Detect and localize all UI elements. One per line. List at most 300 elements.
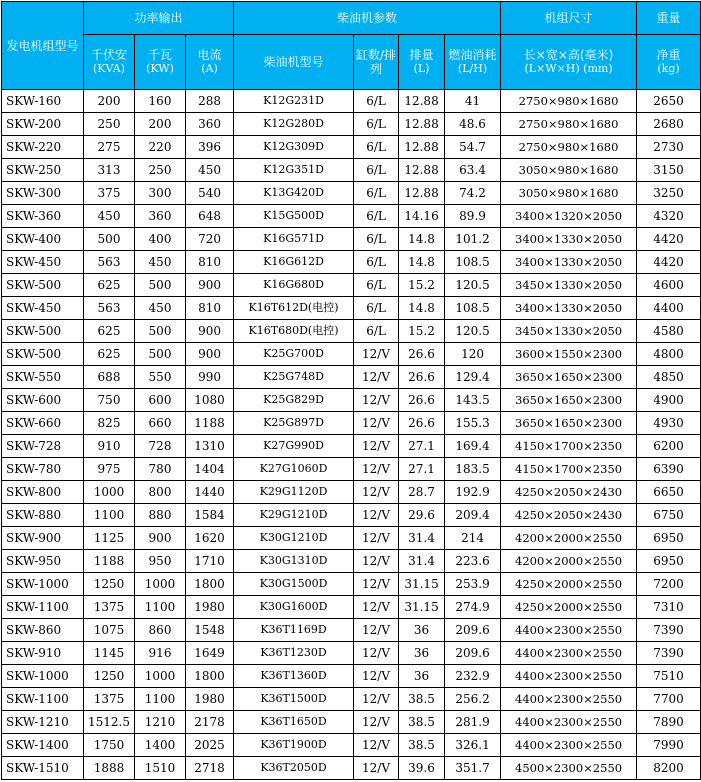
net-weight-cell: 2730 [637,136,701,159]
table-row [2,251,701,274]
fuel-cell: 209.6 [445,619,501,642]
dimensions-cell: 4250×2000×2550 [501,596,637,619]
cylinders-cell: 6/L [354,90,399,113]
engine-model-cell: K25G897D [234,412,354,435]
kva-cell: 688 [84,366,135,389]
model-cell: SKW-360 [2,205,84,228]
kva-cell: 1000 [84,481,135,504]
engine-model-cell: K16G612D [234,251,354,274]
current-cell: 900 [186,343,234,366]
current-cell: 1080 [186,389,234,412]
net-weight-cell: 6390 [637,458,701,481]
net-weight-cell: 4420 [637,228,701,251]
model-cell: SKW-550 [2,366,84,389]
model-cell: SKW-780 [2,458,84,481]
model-cell: SKW-300 [2,182,84,205]
kw-cell: 1000 [135,573,186,596]
kw-cell: 200 [135,113,186,136]
table-row [2,458,701,481]
engine-model-cell: K25G829D [234,389,354,412]
kw-cell: 728 [135,435,186,458]
current-cell: 1800 [186,573,234,596]
fuel-cell: 74.2 [445,182,501,205]
net-weight-cell: 7390 [637,642,701,665]
table-row [2,757,701,780]
dimensions-cell: 3650×1650×2300 [501,366,637,389]
net-weight-cell: 7200 [637,573,701,596]
current-cell: 2178 [186,711,234,734]
table-row [2,274,701,297]
dimensions-cell: 4500×2300×2550 [501,757,637,780]
net-weight-cell: 7510 [637,665,701,688]
kva-cell: 1250 [84,665,135,688]
fuel-cell: 155.3 [445,412,501,435]
cylinders-cell: 6/L [354,228,399,251]
engine-model-cell: K16T680D(电控) [234,320,354,343]
model-cell: SKW-1100 [2,596,84,619]
dimensions-cell: 3450×1330×2050 [501,274,637,297]
cylinders-cell: 6/L [354,159,399,182]
cylinders-cell: 12/V [354,389,399,412]
header-kw: 千瓦 (KW) [135,35,186,90]
kva-cell: 313 [84,159,135,182]
kw-cell: 1210 [135,711,186,734]
cylinders-cell: 12/V [354,596,399,619]
table-body [2,90,701,780]
net-weight-cell: 6750 [637,504,701,527]
table-row [2,435,701,458]
current-cell: 648 [186,205,234,228]
engine-model-cell: K16T612D(电控) [234,297,354,320]
kva-cell: 1188 [84,550,135,573]
table-row [2,573,701,596]
model-cell: SKW-1210 [2,711,84,734]
dimensions-cell: 2750×980×1680 [501,90,637,113]
displacement-cell: 12.88 [399,182,445,205]
cylinders-cell: 12/V [354,527,399,550]
kw-cell: 800 [135,481,186,504]
kw-cell: 220 [135,136,186,159]
current-cell: 1710 [186,550,234,573]
fuel-cell: 63.4 [445,159,501,182]
fuel-cell: 209.4 [445,504,501,527]
dimensions-cell: 4400×2300×2550 [501,688,637,711]
table-row [2,320,701,343]
engine-model-cell: K27G1060D [234,458,354,481]
net-weight-cell: 3250 [637,182,701,205]
fuel-cell: 108.5 [445,297,501,320]
net-weight-cell: 4420 [637,251,701,274]
engine-model-cell: K36T1500D [234,688,354,711]
kw-cell: 1400 [135,734,186,757]
cylinders-cell: 12/V [354,343,399,366]
fuel-cell: 41 [445,90,501,113]
current-cell: 900 [186,274,234,297]
current-cell: 540 [186,182,234,205]
fuel-cell: 232.9 [445,665,501,688]
kva-cell: 1512.5 [84,711,135,734]
dimensions-cell: 3600×1550×2300 [501,343,637,366]
dimensions-cell: 2750×980×1680 [501,113,637,136]
cylinders-cell: 6/L [354,182,399,205]
cylinders-cell: 12/V [354,642,399,665]
current-cell: 1310 [186,435,234,458]
displacement-cell: 36 [399,665,445,688]
cylinders-cell: 6/L [354,251,399,274]
displacement-cell: 27.1 [399,458,445,481]
net-weight-cell: 2680 [637,113,701,136]
table-row [2,90,701,113]
kw-cell: 360 [135,205,186,228]
header-engine-model: 柴油机型号 [234,35,354,90]
fuel-cell: 120.5 [445,320,501,343]
engine-model-cell: K30G1210D [234,527,354,550]
model-cell: SKW-450 [2,297,84,320]
net-weight-cell: 8200 [637,757,701,780]
model-cell: SKW-400 [2,228,84,251]
net-weight-cell: 6650 [637,481,701,504]
current-cell: 1188 [186,412,234,435]
table-row [2,711,701,734]
current-cell: 1980 [186,596,234,619]
table-row [2,113,701,136]
displacement-cell: 26.6 [399,412,445,435]
model-cell: SKW-900 [2,527,84,550]
current-cell: 396 [186,136,234,159]
header-model: 发电机组型号 [2,2,84,90]
net-weight-cell: 7990 [637,734,701,757]
fuel-cell: 101.2 [445,228,501,251]
net-weight-cell: 4580 [637,320,701,343]
model-cell: SKW-660 [2,412,84,435]
header-net-weight: 净重 (kg) [637,35,701,90]
kw-cell: 1000 [135,665,186,688]
model-cell: SKW-500 [2,343,84,366]
dimensions-cell: 3650×1650×2300 [501,389,637,412]
dimensions-cell: 2750×980×1680 [501,136,637,159]
kw-cell: 880 [135,504,186,527]
table-row [2,688,701,711]
header-engine-params: 柴油机参数 [234,2,501,35]
cylinders-cell: 12/V [354,550,399,573]
table-row [2,619,701,642]
current-cell: 1620 [186,527,234,550]
kva-cell: 975 [84,458,135,481]
current-cell: 360 [186,113,234,136]
net-weight-cell: 3150 [637,159,701,182]
engine-model-cell: K36T1360D [234,665,354,688]
cylinders-cell: 12/V [354,734,399,757]
net-weight-cell: 7310 [637,596,701,619]
cylinders-cell: 12/V [354,412,399,435]
displacement-cell: 36 [399,619,445,642]
current-cell: 1649 [186,642,234,665]
displacement-cell: 38.5 [399,688,445,711]
dimensions-cell: 3450×1330×2050 [501,320,637,343]
engine-model-cell: K29G1120D [234,481,354,504]
kw-cell: 500 [135,343,186,366]
engine-model-cell: K12G280D [234,113,354,136]
table-row [2,734,701,757]
net-weight-cell: 4320 [637,205,701,228]
kva-cell: 1375 [84,688,135,711]
kva-cell: 500 [84,228,135,251]
kw-cell: 550 [135,366,186,389]
net-weight-cell: 4800 [637,343,701,366]
fuel-cell: 281.9 [445,711,501,734]
current-cell: 810 [186,297,234,320]
engine-model-cell: K12G231D [234,90,354,113]
fuel-cell: 351.7 [445,757,501,780]
model-cell: SKW-1100 [2,688,84,711]
table-row [2,642,701,665]
header-current: 电流 (A) [186,35,234,90]
dimensions-cell: 4250×2050×2430 [501,481,637,504]
displacement-cell: 14.8 [399,251,445,274]
table-header [2,2,701,90]
kva-cell: 1100 [84,504,135,527]
table-row [2,665,701,688]
kva-cell: 825 [84,412,135,435]
displacement-cell: 36 [399,642,445,665]
cylinders-cell: 6/L [354,136,399,159]
displacement-cell: 14.8 [399,297,445,320]
net-weight-cell: 6950 [637,550,701,573]
kw-cell: 780 [135,458,186,481]
fuel-cell: 192.9 [445,481,501,504]
fuel-cell: 48.6 [445,113,501,136]
kva-cell: 1075 [84,619,135,642]
header-kva: 千伏安 (KVA) [84,35,135,90]
kva-cell: 1145 [84,642,135,665]
current-cell: 1584 [186,504,234,527]
net-weight-cell: 7890 [637,711,701,734]
dimensions-cell: 4200×2000×2550 [501,527,637,550]
kw-cell: 916 [135,642,186,665]
fuel-cell: 129.4 [445,366,501,389]
header-fuel-consumption: 燃油消耗 (L/H) [445,35,501,90]
displacement-cell: 31.4 [399,527,445,550]
table-row [2,297,701,320]
current-cell: 990 [186,366,234,389]
kw-cell: 900 [135,527,186,550]
displacement-cell: 15.2 [399,274,445,297]
model-cell: SKW-500 [2,274,84,297]
kw-cell: 660 [135,412,186,435]
generator-spec-table [1,1,701,780]
displacement-cell: 15.2 [399,320,445,343]
table-row [2,228,701,251]
dimensions-cell: 4400×2300×2550 [501,642,637,665]
fuel-cell: 326.1 [445,734,501,757]
table-row [2,550,701,573]
displacement-cell: 14.8 [399,228,445,251]
cylinders-cell: 12/V [354,366,399,389]
header-cylinders: 缸数/排列 [354,35,399,90]
model-cell: SKW-880 [2,504,84,527]
header-power-output: 功率输出 [84,2,234,35]
model-cell: SKW-1000 [2,665,84,688]
kw-cell: 250 [135,159,186,182]
kw-cell: 600 [135,389,186,412]
displacement-cell: 14.16 [399,205,445,228]
current-cell: 1404 [186,458,234,481]
kw-cell: 450 [135,251,186,274]
kva-cell: 625 [84,274,135,297]
dimensions-cell: 3050×980×1680 [501,182,637,205]
net-weight-cell: 6950 [637,527,701,550]
kva-cell: 1888 [84,757,135,780]
model-cell: SKW-800 [2,481,84,504]
dimensions-cell: 4400×2300×2550 [501,619,637,642]
dimensions-cell: 3400×1330×2050 [501,251,637,274]
kw-cell: 160 [135,90,186,113]
current-cell: 2718 [186,757,234,780]
kw-cell: 1510 [135,757,186,780]
dimensions-cell: 3400×1330×2050 [501,297,637,320]
kva-cell: 200 [84,90,135,113]
cylinders-cell: 12/V [354,458,399,481]
dimensions-cell: 4400×2300×2550 [501,711,637,734]
kva-cell: 563 [84,297,135,320]
displacement-cell: 12.88 [399,136,445,159]
displacement-cell: 38.5 [399,711,445,734]
fuel-cell: 223.6 [445,550,501,573]
displacement-cell: 31.4 [399,550,445,573]
kw-cell: 1100 [135,596,186,619]
current-cell: 720 [186,228,234,251]
model-cell: SKW-1510 [2,757,84,780]
net-weight-cell: 4850 [637,366,701,389]
displacement-cell: 12.88 [399,90,445,113]
engine-model-cell: K36T1900D [234,734,354,757]
cylinders-cell: 12/V [354,711,399,734]
dimensions-cell: 4200×2000×2550 [501,550,637,573]
engine-model-cell: K13G420D [234,182,354,205]
net-weight-cell: 4930 [637,412,701,435]
header-dimensions: 长×宽×高(毫米) (L×W×H) (mm) [501,35,637,90]
current-cell: 1548 [186,619,234,642]
displacement-cell: 26.6 [399,366,445,389]
table-row [2,182,701,205]
model-cell: SKW-600 [2,389,84,412]
kva-cell: 275 [84,136,135,159]
engine-model-cell: K15G500D [234,205,354,228]
kva-cell: 1750 [84,734,135,757]
current-cell: 450 [186,159,234,182]
dimensions-cell: 4400×2300×2550 [501,665,637,688]
fuel-cell: 120 [445,343,501,366]
kva-cell: 1125 [84,527,135,550]
cylinders-cell: 6/L [354,320,399,343]
fuel-cell: 214 [445,527,501,550]
kw-cell: 860 [135,619,186,642]
dimensions-cell: 3050×980×1680 [501,159,637,182]
current-cell: 810 [186,251,234,274]
engine-model-cell: K25G700D [234,343,354,366]
kw-cell: 500 [135,320,186,343]
net-weight-cell: 7390 [637,619,701,642]
dimensions-cell: 3650×1650×2300 [501,412,637,435]
dimensions-cell: 4250×2050×2430 [501,504,637,527]
cylinders-cell: 6/L [354,297,399,320]
engine-model-cell: K30G1600D [234,596,354,619]
table-row [2,527,701,550]
kva-cell: 563 [84,251,135,274]
model-cell: SKW-1400 [2,734,84,757]
engine-model-cell: K36T1169D [234,619,354,642]
model-cell: SKW-950 [2,550,84,573]
displacement-cell: 29.6 [399,504,445,527]
fuel-cell: 143.5 [445,389,501,412]
table-row [2,481,701,504]
kva-cell: 625 [84,320,135,343]
net-weight-cell: 6200 [637,435,701,458]
kva-cell: 450 [84,205,135,228]
fuel-cell: 89.9 [445,205,501,228]
current-cell: 288 [186,90,234,113]
cylinders-cell: 12/V [354,757,399,780]
model-cell: SKW-860 [2,619,84,642]
table-row [2,343,701,366]
displacement-cell: 31.15 [399,573,445,596]
table-row [2,412,701,435]
model-cell: SKW-450 [2,251,84,274]
engine-model-cell: K25G748D [234,366,354,389]
kva-cell: 1375 [84,596,135,619]
dimensions-cell: 4150×1700×2350 [501,458,637,481]
table-row [2,366,701,389]
dimensions-cell: 4250×2000×2550 [501,573,637,596]
table-row [2,596,701,619]
displacement-cell: 12.88 [399,113,445,136]
displacement-cell: 26.6 [399,389,445,412]
cylinders-cell: 12/V [354,665,399,688]
cylinders-cell: 6/L [354,113,399,136]
displacement-cell: 39.6 [399,757,445,780]
net-weight-cell: 7700 [637,688,701,711]
displacement-cell: 27.1 [399,435,445,458]
fuel-cell: 183.5 [445,458,501,481]
model-cell: SKW-500 [2,320,84,343]
fuel-cell: 256.2 [445,688,501,711]
table-row [2,205,701,228]
cylinders-cell: 12/V [354,504,399,527]
dimensions-cell: 3400×1320×2050 [501,205,637,228]
engine-model-cell: K36T2050D [234,757,354,780]
net-weight-cell: 4600 [637,274,701,297]
model-cell: SKW-200 [2,113,84,136]
cylinders-cell: 12/V [354,688,399,711]
net-weight-cell: 2650 [637,90,701,113]
cylinders-cell: 6/L [354,205,399,228]
cylinders-cell: 12/V [354,573,399,596]
net-weight-cell: 4900 [637,389,701,412]
dimensions-cell: 3400×1330×2050 [501,228,637,251]
fuel-cell: 120.5 [445,274,501,297]
dimensions-cell: 4150×1700×2350 [501,435,637,458]
current-cell: 2025 [186,734,234,757]
model-cell: SKW-160 [2,90,84,113]
table-row [2,504,701,527]
cylinders-cell: 6/L [354,274,399,297]
displacement-cell: 12.88 [399,159,445,182]
model-cell: SKW-220 [2,136,84,159]
kw-cell: 300 [135,182,186,205]
engine-model-cell: K29G1210D [234,504,354,527]
current-cell: 1800 [186,665,234,688]
engine-model-cell: K16G680D [234,274,354,297]
